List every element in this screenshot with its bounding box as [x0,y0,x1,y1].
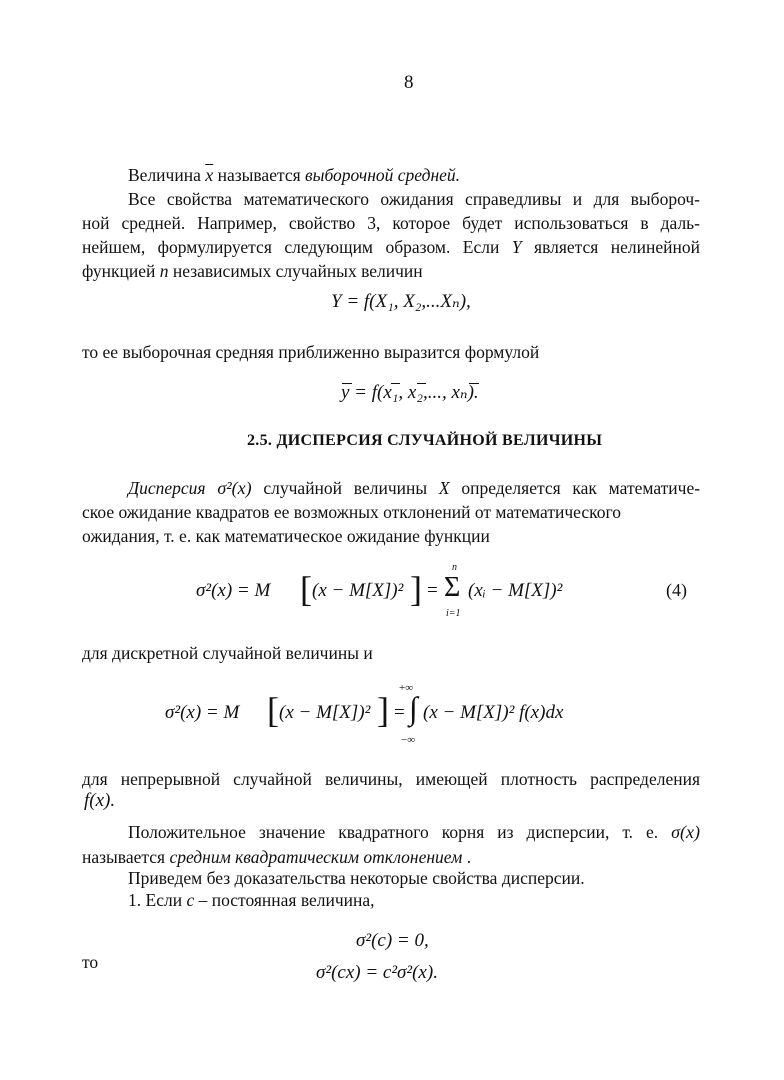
paragraph-properties-intro: Приведем без доказательства некоторые свойства дисперсии. [128,868,585,888]
eq5-lower-limit: −∞ [401,734,416,746]
equation-continuous [165,680,605,750]
para4-line1 [128,476,700,500]
para6-line1: для непрерывной случайной величины, имеющей плотность распределения [82,769,700,789]
eq5-body: (x − M[X])² [279,702,371,723]
para6-line2: f(x). [84,790,116,811]
eq4-equals: = [427,580,438,601]
var-X: X [438,478,450,498]
eq4-open-bracket: [ [300,569,312,609]
para1-prefix: Величина [128,165,201,185]
eq4-summand: (xᵢ − M[X])² [468,580,563,601]
para7-line1-text: Положительное значение квадратного корня из дисперсии, т. е. [128,822,659,842]
formula-y-function: Y = f(X₁, X₂,...Xₙ), [331,291,471,312]
para2-line3-suffix: является нелинейной [534,237,700,257]
conclusion-word: то [82,952,99,972]
eq4-close-bracket: ] [410,569,422,609]
formula-variance-scaled: σ²(cx) = c²σ²(x). [316,962,438,983]
x-bar-symbol: $\overline{x}$ [205,165,214,185]
section-heading: 2.5. ДИСПЕРСИЯ СЛУЧАЙНОЙ ВЕЛИЧИНЫ [247,432,603,449]
eq4-sum-sign: Σ [444,572,461,603]
term-dispersion: Дисперсия [128,478,206,498]
para1-middle: называется [217,165,301,185]
paragraph-discrete: для дискретной случайной величины и [82,643,373,663]
para4-line3: ожидания, т. е. как математическое ожидание функции [82,526,490,546]
term-standard-deviation: средним квадратическим отклонением [169,847,463,867]
para4-line1-mid: случайной величины [263,478,428,498]
formula-variance-const: σ²(c) = 0, [356,930,429,951]
sigma-squared-symbol: σ²(x) [217,478,252,498]
eq5-integral-sign: ∫ [409,690,418,726]
var-c: c [186,890,195,910]
eq5-equals: = [394,702,405,723]
eq4-sum-lower: i=1 [446,608,461,619]
eq4-lhs: σ²(x) = M [196,580,271,601]
para2-line4-prefix: функцией [82,261,156,281]
eq5-lhs: σ²(x) = M [165,702,240,723]
term-sample-mean: выборочной средней. [305,165,461,185]
para2-line4 [82,259,423,283]
paragraph-approximation: то ее выборочная средняя приближенно выразится формулой [82,342,540,362]
var-Y: Y [511,237,522,257]
eq5-open-bracket: [ [267,690,279,730]
equation-4 [196,562,616,628]
sigma-symbol: σ(x) [671,822,700,842]
property-1-intro [128,888,375,912]
para7-line1 [128,820,700,844]
eq5-integrand: (x − M[X])² f(x)dx [423,702,564,723]
overline-marks [341,381,481,387]
eq5-close-bracket: ] [377,690,389,730]
formula-y-bar: y = f(x₁, x₂,..., xₙ). [341,382,479,403]
para2-line1: Все свойства математического ожидания справедливы и для выбороч- [128,189,700,209]
eq5-upper-limit: +∞ [399,682,414,694]
para4-line1-suffix: определяется как математиче- [461,478,701,498]
para4-line2: ское ожидание квадратов ее возможных отклонений от математического [82,502,621,522]
eq4-body: (x − M[X])² [312,580,404,601]
para2-line3-prefix: нейшем, формулируется следующим образом. Если [82,237,500,257]
equation-number-4: (4) [666,580,687,600]
paragraph-sample-mean [128,163,460,187]
para2-line3 [82,235,700,259]
para7-line2-suffix: . [466,847,472,867]
property-1-prefix: 1. Если [128,890,183,910]
property-1-suffix: – постоянная величина, [198,890,375,910]
para7-line2-prefix: называется [82,847,166,867]
eq4-sum-upper: n [452,562,457,573]
page-number: 8 [404,72,414,93]
para2-line2: ной средней. Например, свойство 3, которое будет использоваться в даль- [82,213,700,233]
para2-line4-suffix: независимых случайных величин [172,261,423,281]
var-n: n [159,261,169,281]
